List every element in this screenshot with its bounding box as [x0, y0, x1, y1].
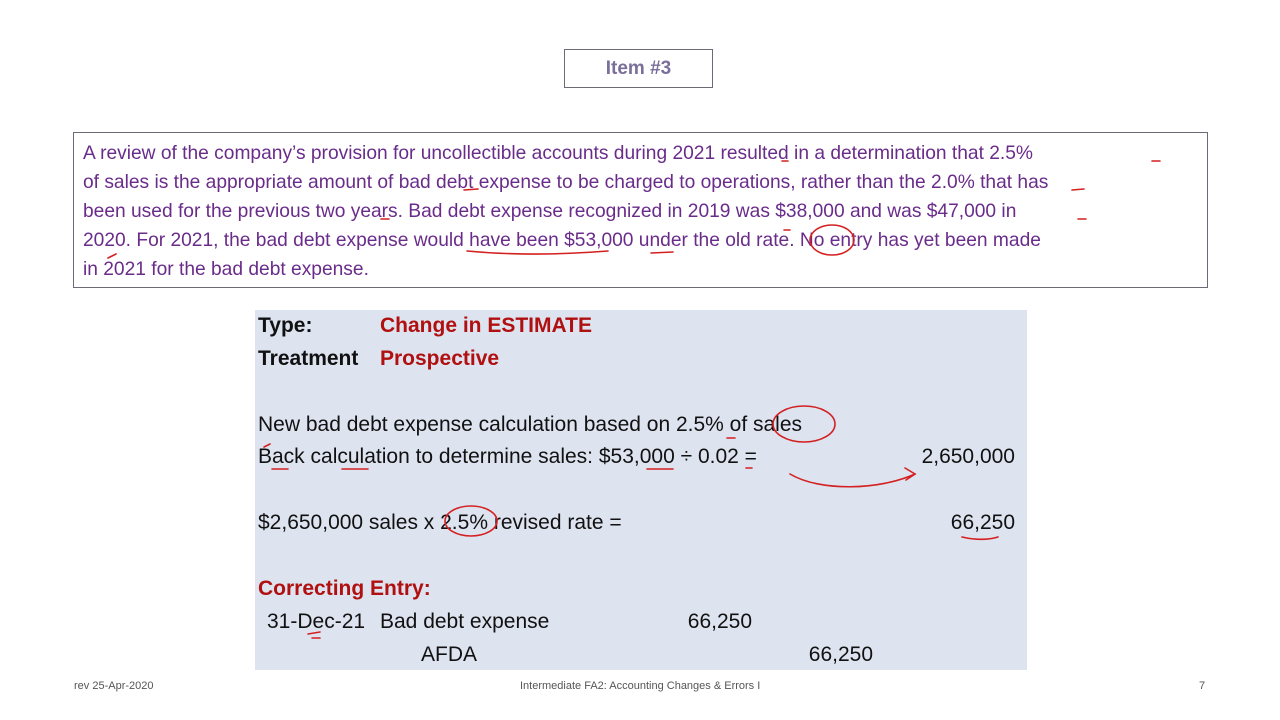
treatment-value: Prospective — [380, 347, 500, 370]
back-calc-line: Back calculation to determine sales: $53,000 ÷ 0.02 = — [258, 445, 757, 468]
footer-revision: rev 25-Apr-2020 — [74, 680, 154, 692]
type-label: Type: — [258, 314, 313, 337]
revised-amount: 66,250 — [950, 511, 1015, 534]
calc-line: New bad debt expense calculation based on 2.5% of sales — [258, 413, 803, 436]
problem-line: 2020. For 2021, the bad debt expense would have been $53,000 under the old rate. No entry has yet been made — [83, 230, 1041, 251]
revised-line: $2,650,000 sales x 2.5% revised rate = — [258, 511, 622, 534]
entry-heading: Correcting Entry: — [258, 577, 431, 600]
credit-account: AFDA — [421, 643, 478, 666]
debit-amount: 66,250 — [687, 610, 752, 633]
problem-line: A review of the company’s provision for uncollectible accounts during 2021 resulted in a determination that 2.5% — [83, 143, 1033, 164]
footer-page-number: 7 — [1199, 680, 1206, 692]
problem-statement — [73, 132, 1208, 288]
slide-title: Item #3 — [564, 49, 713, 88]
solution-panel — [255, 310, 1027, 670]
treatment-label: Treatment — [258, 347, 359, 370]
type-value: Change in ESTIMATE — [380, 314, 592, 337]
problem-line: been used for the previous two years. Bad debt expense recognized in 2019 was $38,000 and was $47,000 in — [83, 201, 1017, 222]
entry-date: 31-Dec-21 — [267, 610, 366, 633]
sales-amount: 2,650,000 — [921, 445, 1015, 468]
problem-line: of sales is the appropriate amount of bad debt expense to be charged to operations, rather than the 2.0% that has — [83, 172, 1049, 193]
debit-account: Bad debt expense — [380, 610, 550, 633]
problem-line: in 2021 for the bad debt expense. — [83, 259, 369, 280]
footer-course: Intermediate FA2: Accounting Changes & Errors I — [520, 680, 761, 692]
credit-amount: 66,250 — [808, 643, 873, 666]
